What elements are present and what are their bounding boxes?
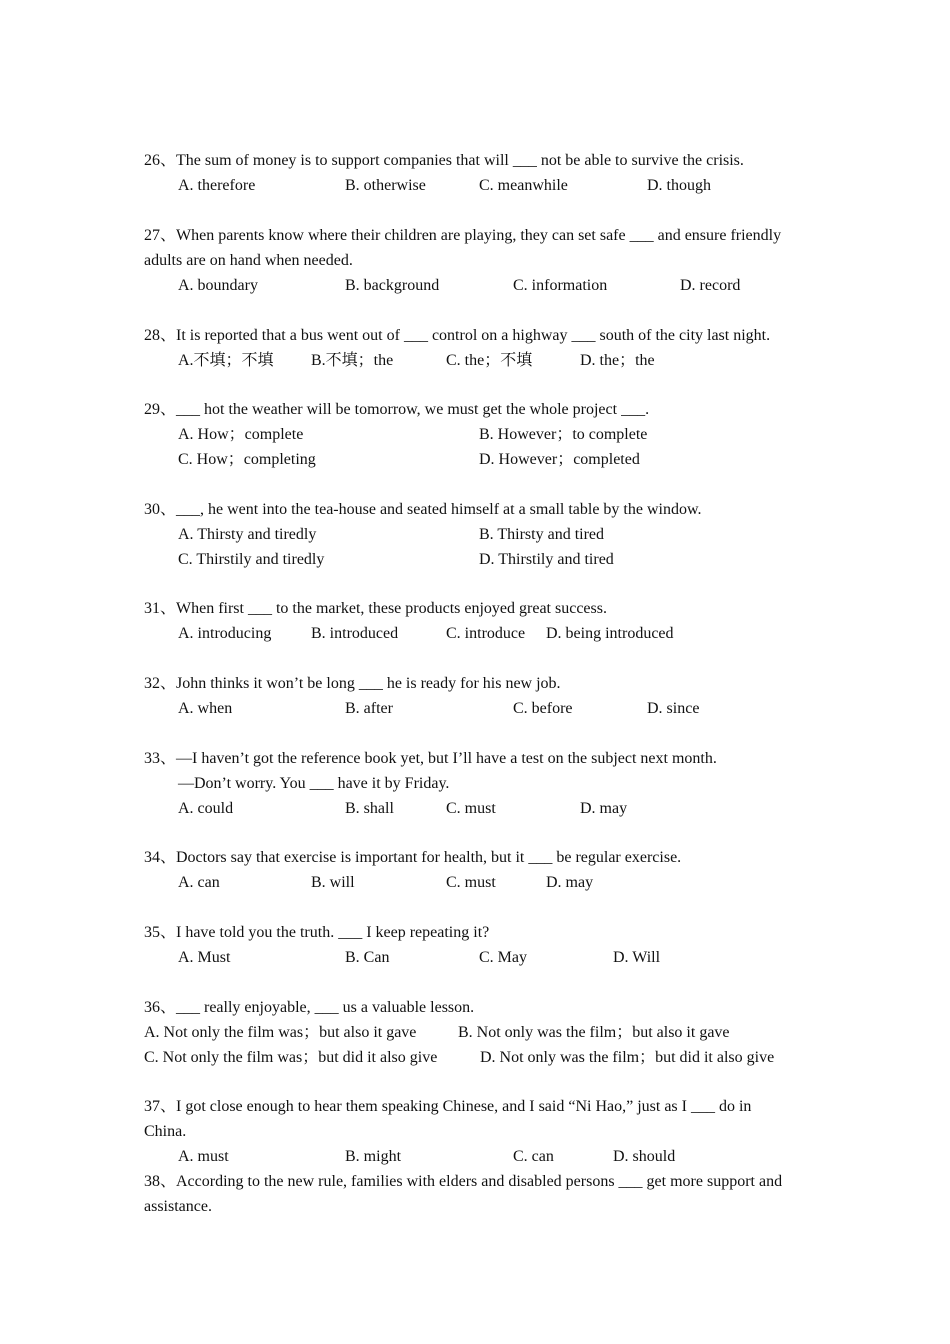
question-26-option-c: C. meanwhile xyxy=(479,177,568,194)
question-26-option-b: B. otherwise xyxy=(345,177,426,194)
question-29-option-c: C. How；completing xyxy=(178,451,316,468)
question-28-option-d: D. the；the xyxy=(580,352,655,369)
question-38-stem-cont: assistance. xyxy=(144,1198,212,1215)
question-26-stem: 26、The sum of money is to support companies that will ___ not be able to survive the crisis. xyxy=(144,152,744,169)
question-33-option-b: B. shall xyxy=(345,800,394,817)
question-34-option-b: B. will xyxy=(311,874,355,891)
question-32-option-c: C. before xyxy=(513,700,573,717)
question-35-stem: 35、I have told you the truth. ___ I keep repeating it? xyxy=(144,924,490,941)
question-27-option-b: B. background xyxy=(345,277,440,294)
question-33-option-d: D. may xyxy=(580,800,628,817)
question-33-option-c: C. must xyxy=(446,800,496,817)
question-29-stem: 29、___ hot the weather will be tomorrow, we must get the whole project ___. xyxy=(144,401,650,418)
question-37-stem-cont: China. xyxy=(144,1123,187,1140)
question-27-option-d: D. record xyxy=(680,277,741,294)
question-32-option-a: A. when xyxy=(178,700,233,717)
question-36-stem: 36、___ really enjoyable, ___ us a valuable lesson. xyxy=(144,999,475,1016)
question-27-option-a: A. boundary xyxy=(178,277,258,294)
question-32-option-d: D. since xyxy=(647,700,700,717)
question-35-option-b: B. Can xyxy=(345,949,390,966)
question-28-option-b: B.不填；the xyxy=(311,352,394,369)
question-33-stem-cont: —Don’t worry. You ___ have it by Friday. xyxy=(178,775,450,792)
question-28-stem: 28、It is reported that a bus went out of ___ control on a highway ___ south of the city last night. xyxy=(144,327,771,344)
question-28-option-a: A.不填；不填 xyxy=(178,352,274,369)
question-33-stem: 33、—I haven’t got the reference book yet, but I’ll have a test on the subject next month. xyxy=(144,750,717,767)
question-30-stem: 30、___, he went into the tea-house and seated himself at a small table by the window. xyxy=(144,501,702,518)
question-35-option-d: D. Will xyxy=(613,949,661,966)
question-34-option-c: C. must xyxy=(446,874,496,891)
question-33-option-a: A. could xyxy=(178,800,234,817)
question-32-option-b: B. after xyxy=(345,700,393,717)
question-27-option-c: C. information xyxy=(513,277,608,294)
question-35-option-a: A. Must xyxy=(178,949,231,966)
question-30-option-c: C. Thirstily and tiredly xyxy=(178,551,325,568)
question-37-option-b: B. might xyxy=(345,1148,402,1165)
question-30-option-b: B. Thirsty and tired xyxy=(479,526,605,543)
question-29-option-b: B. However；to complete xyxy=(479,426,648,443)
question-29-option-d: D. However；completed xyxy=(479,451,640,468)
question-34-option-d: D. may xyxy=(546,874,594,891)
question-36-option-d: D. Not only was the film；but did it also give xyxy=(480,1049,775,1066)
question-31-option-c: C. introduce xyxy=(446,625,526,642)
question-30-option-d: D. Thirstily and tired xyxy=(479,551,614,568)
question-30-option-a: A. Thirsty and tiredly xyxy=(178,526,317,543)
question-31-option-a: A. introducing xyxy=(178,625,272,642)
question-29-option-a: A. How；complete xyxy=(178,426,304,443)
question-35-option-c: C. May xyxy=(479,949,527,966)
question-34-stem: 34、Doctors say that exercise is important for health, but it ___ be regular exercise. xyxy=(144,849,682,866)
question-36-option-b: B. Not only was the film；but also it gave xyxy=(458,1024,730,1041)
question-32-stem: 32、John thinks it won’t be long ___ he is ready for his new job. xyxy=(144,675,561,692)
question-37-stem: 37、I got close enough to hear them speaking Chinese, and I said “Ni Hao,” just as I ___ do in xyxy=(144,1098,752,1115)
question-37-option-d: D. should xyxy=(613,1148,676,1165)
question-27-stem: 27、When parents know where their children are playing, they can set safe ___ and ensure friendly xyxy=(144,227,782,244)
question-31-option-d: D. being introduced xyxy=(546,625,674,642)
question-37-option-a: A. must xyxy=(178,1148,229,1165)
question-38-stem: 38、According to the new rule, families with elders and disabled persons ___ get more support and xyxy=(144,1173,783,1190)
question-27-stem-cont: adults are on hand when needed. xyxy=(144,252,353,269)
question-31-stem: 31、When first ___ to the market, these products enjoyed great success. xyxy=(144,600,607,617)
question-37-option-c: C. can xyxy=(513,1148,554,1165)
question-26-option-a: A. therefore xyxy=(178,177,256,194)
question-31-option-b: B. introduced xyxy=(311,625,399,642)
question-36-option-a: A. Not only the film was；but also it gave xyxy=(144,1024,417,1041)
question-28-option-c: C. the；不填 xyxy=(446,352,533,369)
question-36-option-c: C. Not only the film was；but did it also give xyxy=(144,1049,438,1066)
question-34-option-a: A. can xyxy=(178,874,220,891)
question-26-option-d: D. though xyxy=(647,177,711,194)
